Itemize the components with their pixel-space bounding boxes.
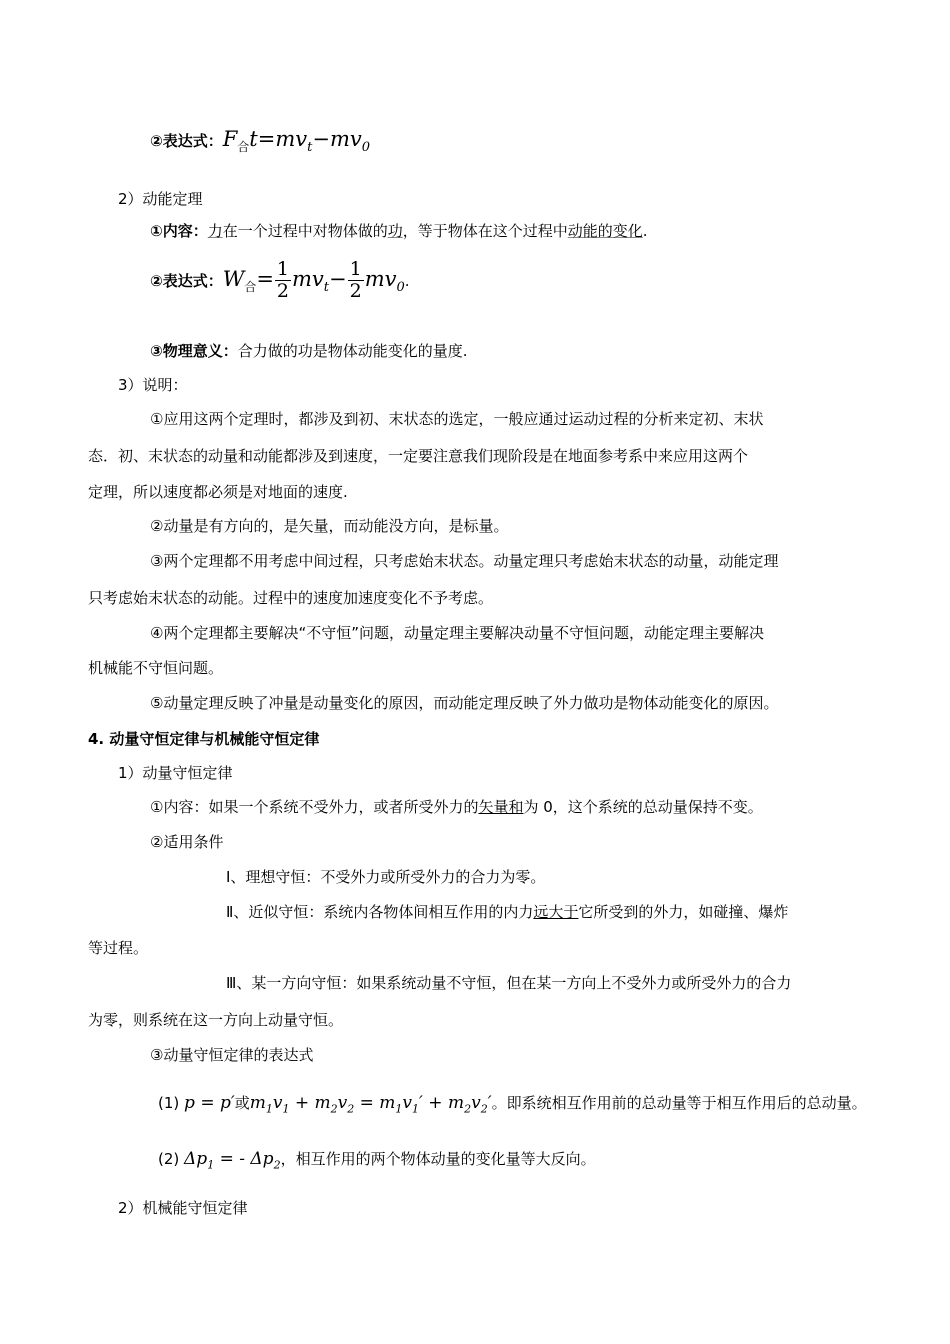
meaning-label: ③物理意义：: [150, 342, 238, 360]
expression-1: [158, 1088, 867, 1124]
note-2: ②动量是有方向的，是矢量，而动能没方向，是标量。: [150, 517, 509, 535]
note-4-line-2: 机械能不守恒问题。: [88, 659, 224, 677]
notes-heading: 3）说明：: [118, 376, 188, 394]
expression-2-number: (2): [158, 1150, 180, 1168]
content-text-1: 在一个过程中对物体做的: [222, 222, 388, 240]
expression-1-or: 或: [234, 1094, 250, 1112]
expression-2-formula: $\Delta p_1$ = - $\Delta p_2$: [184, 1149, 281, 1172]
momentum-conservation-heading: 1）动量守恒定律: [118, 764, 233, 782]
expression-2: [158, 1144, 596, 1180]
expression-1-number: (1): [158, 1094, 180, 1112]
note-1-line-1: ①应用这两个定理时，都涉及到初、末状态的选定，一般应通过运动过程的分析来定初、末状: [150, 410, 764, 428]
note-4-line-1: ④两个定理都主要解决“不守恒”问题，动量定理主要解决动量不守恒问题，动能定理主要解决: [150, 624, 764, 642]
note-5: ⑤动量定理反映了冲量是动量变化的原因，而动能定理反映了外力做功是物体动能变化的原因。: [150, 694, 779, 712]
expression-1-formula-a: p = p′: [184, 1093, 235, 1113]
kinetic-theorem-formula: $W_合=$ $\frac{1}{2}$ $mv_t-$ $\frac{1}{2}$ $mv_0$: [222, 258, 405, 302]
condition-approx-pre: Ⅱ、近似守恒：系统内各物体间相互作用的内力: [226, 903, 534, 921]
condition-approx-line-1: [226, 902, 788, 922]
expression-label: ②表达式：: [150, 132, 223, 150]
note-3-line-1: ③两个定理都不用考虑中间过程，只考虑始末状态。动量定理只考虑始末状态的动量，动能定理: [150, 552, 779, 570]
kinetic-theorem-expression: [150, 254, 410, 313]
kinetic-energy-theorem-heading: 2）动能定理: [118, 190, 203, 208]
applicable-conditions-heading: ②适用条件: [150, 833, 224, 851]
note-1-line-3: 定理，所以速度都必须是对地面的速度.: [88, 483, 348, 501]
expression-1-formula-b: $m_1v_1 + m_2v_2 = m_1v_1' + m_2v_2'$: [249, 1093, 492, 1116]
condition-direction-line-1: Ⅲ、某一方向守恒：如果系统动量不守恒，但在某一方向上不受外力或所受外力的合力: [226, 974, 792, 992]
underlined-force: 力: [207, 222, 223, 240]
content-label: ①内容：: [150, 222, 208, 240]
expression-2-text: ，相互作用的两个物体动量的变化量等大反向。: [280, 1150, 596, 1168]
underlined-ke-change: 动能的变化: [567, 222, 643, 240]
note-3-line-2: 只考虑始末状态的动能。过程中的速度加速度变化不予考虑。: [88, 589, 494, 607]
mechanical-energy-conservation-heading: 2）机械能守恒定律: [118, 1199, 248, 1217]
meaning-text: 合力做的功是物体动能变化的量度.: [237, 342, 468, 360]
condition-approx-post: 它所受到的外力，如碰撞、爆炸: [578, 903, 789, 921]
expression-1-text: 。即系统相互作用前的总动量等于相互作用后的总动量。: [491, 1094, 867, 1112]
expression-end: .: [404, 272, 410, 290]
momentum-conservation-content: [150, 797, 763, 817]
underlined-much-greater: 远大于: [533, 903, 579, 921]
note-1-line-2: 态．初、末状态的动量和动能都涉及到速度，一定要注意我们现阶段是在地面参考系中来应用这两个: [88, 447, 749, 465]
physical-meaning: [150, 341, 467, 361]
content-post: 为 0，这个系统的总动量保持不变。: [523, 798, 763, 816]
expression-forms-heading: ③动量守恒定律的表达式: [150, 1046, 314, 1064]
momentum-theorem-formula: $F_合t=mv_t-mv_0$: [222, 127, 370, 156]
content-pre: ①内容：如果一个系统不受外力，或者所受外力的: [150, 798, 479, 816]
condition-direction-line-2: 为零，则系统在这一方向上动量守恒。: [88, 1011, 344, 1029]
section-4-heading: 4. 动量守恒定律与机械能守恒定律: [88, 730, 320, 748]
underlined-vector-sum: 矢量和: [478, 798, 524, 816]
underlined-work: 功: [387, 222, 403, 240]
content-text-2: ，等于物体在这个过程中: [402, 222, 568, 240]
expression-label: ②表达式：: [150, 272, 223, 290]
condition-ideal: Ⅰ、理想守恒：不受外力或所受外力的合力为零。: [226, 868, 546, 886]
condition-approx-line-2: 等过程。: [88, 939, 149, 957]
momentum-theorem-expression: [150, 124, 370, 163]
content-text-3: .: [642, 222, 648, 240]
kinetic-theorem-content: [150, 221, 648, 241]
